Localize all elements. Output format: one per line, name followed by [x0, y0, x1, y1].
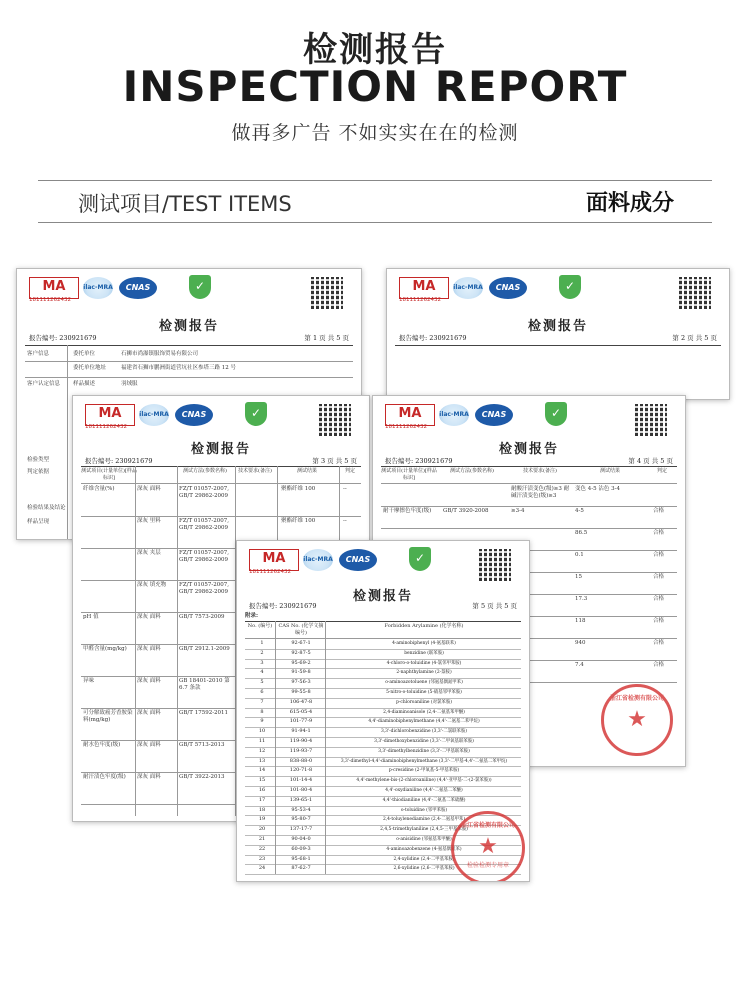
col-header: No. (编号): [247, 623, 273, 629]
cma-code: 181111262432: [85, 424, 127, 430]
verdict: 合格: [653, 530, 665, 536]
test-item: 耐干摩擦色牢度(级): [383, 508, 432, 514]
inspection-stamp: [601, 684, 673, 756]
report-title: 检测报告: [158, 319, 219, 334]
report-logo-row: [399, 277, 730, 303]
cma-code: 181111262432: [399, 297, 441, 303]
ilac-mra-logo: ilac-MRA: [303, 549, 333, 571]
cnas-logo: CNAS: [339, 549, 377, 571]
check-shield-icon: ✓: [189, 275, 211, 299]
row-number: 12: [258, 747, 266, 754]
row-number: 1: [260, 640, 264, 646]
row-number: 24: [258, 865, 266, 872]
chemical-name: benzidine (联苯胺): [404, 650, 444, 656]
requirement: ≥3-4: [511, 508, 525, 514]
test-result: 940: [575, 640, 586, 646]
chemical-name: 2,4,5-trimethylaniline (2,4,5-三甲基苯胺): [380, 827, 468, 833]
report-page-2: [386, 268, 730, 400]
verdict: 合格: [653, 640, 665, 646]
test-result: 4-5: [575, 508, 584, 514]
header-rule: [381, 466, 677, 467]
cnas-logo: CNAS: [119, 277, 157, 299]
section-fabric-label: 面料成分: [585, 191, 674, 216]
test-item: 耐汗渍色牢度(级): [83, 774, 126, 780]
row-value: 石狮市尚瀑镇服饰贸易有限公司: [121, 351, 199, 357]
section-divider-bottom: [38, 222, 712, 223]
row-line: [25, 377, 353, 378]
page-indicator: 第 4 页 共 5 页: [628, 457, 673, 465]
cas-number: 106-47-8: [289, 698, 313, 705]
appendix-label: 附录:: [245, 613, 259, 619]
cas-number: 91-94-1: [291, 728, 311, 735]
cas-number: 92-87-5: [291, 649, 311, 656]
row-key: 客户认定信息: [27, 381, 61, 387]
report-logo-row: [249, 549, 530, 575]
report-number: 报告编号: 230921679: [399, 334, 467, 342]
test-method: GB 18401-2010 第 6.7 条款: [179, 678, 230, 691]
cma-logo: MA: [249, 549, 299, 571]
qr-code: [479, 549, 511, 581]
page-indicator: 第 1 页 共 5 页: [304, 334, 349, 342]
page-indicator: 第 2 页 共 5 页: [672, 334, 717, 342]
report-number: 报告编号: 230921679: [29, 334, 97, 342]
side-label: 检验类型: [27, 457, 50, 463]
chemical-name: 4,4'-thiodianiline (4,4'-二氨基二苯硫醚): [382, 797, 466, 803]
row-line: [25, 361, 353, 362]
test-method: GB/T 7573-2009: [179, 614, 225, 620]
side-label: 样品呈现: [27, 519, 50, 525]
report-title: 检测报告: [498, 442, 559, 457]
report-number: 报告编号: 230921679: [249, 602, 317, 610]
chemical-name: 4,4'-methylene-bis-(2-chloroaniline) (4,4'-亚甲基-二-(2-氯苯胺)): [356, 778, 492, 784]
qr-code: [635, 404, 667, 436]
hero-title-cn: 检测报告: [303, 30, 447, 70]
sample-id: 深灰 面料: [137, 774, 161, 780]
test-result: 17.3: [575, 596, 588, 602]
cas-number: 101-80-4: [289, 787, 313, 793]
verdict: --: [343, 486, 347, 492]
test-item: 异味: [83, 678, 95, 684]
cas-number: 101-77-9: [289, 718, 313, 725]
sample-id: 深灰 面料: [137, 742, 161, 748]
col-line: [67, 345, 68, 539]
row-number: 8: [260, 708, 264, 715]
chemical-name: 4-aminobiphenyl (4-氨基联苯): [392, 641, 456, 646]
report-title: 检测报告: [527, 319, 588, 334]
chemical-name: o-aminoazotoluene (邻氨基偶氮甲苯): [385, 680, 463, 686]
row-number: 15: [258, 777, 266, 784]
verdict: 合格: [653, 508, 665, 514]
qr-code: [679, 277, 711, 309]
check-shield-icon: ✓: [559, 275, 581, 299]
row-key: 客户信息: [27, 351, 50, 357]
test-result: 0.1: [575, 552, 584, 558]
sample-id: 深灰 面料: [137, 486, 161, 492]
sample-id: 深灰 面料: [137, 646, 161, 652]
row-line: [81, 516, 361, 517]
hero-title-en: INSPECTION REPORT: [122, 62, 628, 111]
col-header: 测试结果: [599, 468, 620, 474]
chemical-name: 3,3'-dimethoxybenzidine (3,3'-二甲氧基联苯胺): [374, 739, 474, 744]
cas-number: 615-05-4: [289, 708, 313, 715]
sample-id: 深灰 填充物: [137, 582, 167, 588]
row-number: 3: [260, 659, 264, 666]
row-number: 18: [258, 806, 266, 813]
hero-subtitle: 做再多广告 不如实实在在的检测: [231, 122, 519, 144]
cas-number: 95-68-1: [291, 855, 311, 862]
chemical-name: 4,4'-oxydianiline (4,4'-二氨基二苯醚): [385, 788, 463, 793]
ilac-mra-logo: ilac-MRA: [453, 277, 483, 299]
cma-logo: MA: [399, 277, 449, 299]
check-shield-icon: ✓: [409, 547, 431, 571]
test-item: pH 值: [83, 614, 99, 620]
col-header: 测试结果: [296, 468, 317, 474]
test-method: FZ/T 01057-2007, GB/T 29862-2009: [179, 550, 230, 563]
row-number: 21: [258, 836, 266, 842]
cas-number: 95-80-7: [291, 816, 311, 823]
test-method: FZ/T 01057-2007, GB/T 29862-2009: [179, 518, 230, 531]
ilac-mra-logo: ilac-MRA: [83, 277, 113, 299]
col-header: 技术要求(备注): [523, 468, 557, 474]
star-icon: ★: [478, 834, 498, 859]
row-number: 17: [258, 796, 266, 803]
cnas-logo: CNAS: [175, 404, 213, 426]
col-header: 测试方法(参数名称): [183, 468, 227, 474]
test-method: FZ/T 01057-2007, GB/T 29862-2009: [179, 486, 230, 499]
chemical-name: p-cresidine (2-甲氧基-5-甲基苯胺): [388, 768, 460, 774]
chemical-name: 2,4-toluylenediamine (2,4-二氨基甲苯): [382, 817, 466, 823]
cas-number: 99-55-8: [291, 689, 311, 695]
star-icon: ★: [627, 707, 647, 732]
test-item: 耐水色牢度(级): [83, 742, 121, 748]
row-number: 7: [260, 698, 264, 705]
qr-code: [311, 277, 343, 309]
cas-number: 838-88-0: [289, 757, 313, 764]
stamp-text: 浙江省检测有限公司: [460, 822, 515, 829]
test-result: 15: [575, 574, 582, 580]
cma-code: 181111262432: [385, 424, 427, 430]
test-method: GB/T 2912.1-2009: [179, 646, 230, 652]
report-logo-row: [385, 404, 686, 430]
cma-logo: MA: [29, 277, 79, 299]
test-method: FZ/T 01057-2007, GB/T 29862-2009: [179, 582, 230, 595]
test-item: 可分解致癌芳香胺染料(mg/kg): [83, 710, 133, 723]
cas-number: 95-69-2: [291, 659, 311, 666]
row-number: 20: [258, 826, 266, 833]
header-rule: [25, 345, 353, 346]
qr-code: [319, 404, 351, 436]
cnas-logo: CNAS: [475, 404, 513, 426]
cma-logo: MA: [385, 404, 435, 426]
section-divider-top: [38, 180, 712, 181]
cas-number: 137-17-7: [289, 826, 313, 833]
row-number: 4: [260, 669, 264, 676]
col-line: [325, 621, 326, 874]
chemical-name: 4,4'-diaminobiphenylmethane (4,4'-二氨基二苯甲烷): [368, 719, 480, 725]
row-number: 13: [258, 757, 266, 764]
col-header: 技术要求(备注): [238, 468, 272, 474]
row-number: 11: [258, 738, 266, 744]
row-field: 委托单位: [73, 351, 96, 357]
report-title: 检测报告: [352, 589, 413, 604]
test-result: 聚酯纤维 100: [281, 518, 316, 524]
verdict: 合格: [653, 596, 665, 602]
requirement: 耐酸汗渍变色(级)≥3 耐碱汗渍变色(级)≥3: [511, 486, 570, 499]
cma-code: 181111262432: [29, 297, 71, 303]
cas-number: 139-65-1: [289, 796, 313, 803]
chemical-name: 2,6-xylidine (2,6-二甲基苯胺): [393, 866, 455, 872]
test-result: 变色 4-5 沾色 3-4: [575, 486, 620, 492]
row-number: 6: [260, 689, 264, 695]
stamp-text: 浙江省检测有限公司: [609, 695, 664, 702]
verdict: 合格: [653, 574, 665, 580]
report-logo-row: [29, 277, 362, 303]
header-rule: [395, 345, 721, 346]
row-number: 14: [258, 767, 266, 774]
cas-number: 119-93-7: [289, 747, 313, 754]
col-line: [177, 466, 178, 816]
report-number: 报告编号: 230921679: [85, 457, 153, 465]
chemical-name: o-toluidine (邻甲苯胺): [400, 807, 448, 813]
report-page-5: [236, 540, 530, 882]
row-line: [381, 506, 677, 507]
chemical-name: 5-nitro-o-toluidine (5-硝基邻甲苯胺): [386, 690, 462, 695]
chemical-name: 2,4-diaminoanisole (2,4-二氨基苯甲醚): [383, 709, 465, 715]
verdict: 合格: [653, 552, 665, 558]
stamp-subtext: 检验检测专用章: [466, 862, 509, 869]
test-result: 86.5: [575, 530, 588, 536]
test-item: 甲醛含量(mg/kg): [83, 646, 127, 652]
row-line: [81, 483, 361, 484]
cas-number: 60-09-3: [291, 845, 311, 852]
cas-number: 97-56-3: [291, 679, 311, 686]
cnas-logo: CNAS: [489, 277, 527, 299]
row-number: 10: [258, 728, 266, 735]
row-number: 22: [258, 845, 266, 852]
col-header: Forbidden Arylamine (化学名称): [384, 623, 464, 629]
verdict: --: [343, 518, 347, 524]
chemical-name: 3,3'-dichlorobenzidine (3,3'-二氯联苯胺): [380, 729, 467, 735]
cas-number: 119-90-4: [289, 738, 313, 744]
check-shield-icon: ✓: [545, 402, 567, 426]
row-value: 福建省石狮市鹏洲街道营坑社区参塔三路 12 号: [121, 365, 236, 371]
test-item: 纤维含量(%): [83, 486, 115, 492]
ilac-mra-logo: ilac-MRA: [139, 404, 169, 426]
side-label: 检验结果及结论: [27, 505, 66, 511]
chemical-name: 3,3'-dimethyl-4,4'-diaminobiphenylmethane (3,3'-二甲基-4,4'-二氨基二苯甲烷): [340, 758, 508, 764]
row-field: 样品描述: [73, 381, 96, 387]
test-method: GB/T 3922-2013: [179, 774, 225, 780]
col-line: [275, 621, 276, 874]
sample-id: 深灰 面料: [137, 678, 161, 684]
col-header: 测试方法(参数名称): [450, 468, 494, 474]
row-number: 2: [260, 649, 264, 656]
header-rule: [81, 466, 361, 467]
test-method: GB/T 5713-2013: [179, 742, 225, 748]
sample-id: 深灰 里料: [137, 518, 161, 524]
row-number: 9: [260, 718, 264, 725]
chemical-name: 2,4-xylidine (2,4-二甲基苯胺): [393, 856, 455, 862]
col-header: 测试项目(计量单位)[样品标识]: [381, 468, 437, 481]
chemical-name: 3,3'-dimethylbenzidine (3,3'-二甲基联苯胺): [378, 748, 470, 754]
chemical-name: o-anisidine (邻氨基苯甲醚): [396, 837, 452, 842]
row-field: 委托单位地址: [73, 365, 107, 371]
sample-id: 深灰 面料: [137, 710, 161, 716]
row-number: 16: [258, 787, 266, 793]
header-rule: [245, 621, 521, 622]
report-number: 报告编号: 230921679: [385, 457, 453, 465]
chemical-name: 4-chloro-o-toluidine (4-氯邻甲苯胺): [386, 660, 462, 666]
sample-id: 深灰 夹层: [137, 550, 161, 556]
test-result: 聚酯纤维 100: [281, 486, 316, 492]
test-result: 118: [575, 618, 586, 624]
cas-number: 101-14-4: [289, 777, 313, 784]
test-method: GB/T 17592-2011: [179, 710, 229, 716]
page-indicator: 第 3 页 共 5 页: [312, 457, 357, 465]
verdict: 合格: [653, 662, 665, 668]
col-header: 判定: [656, 468, 667, 474]
row-line: [381, 483, 677, 484]
section-test-items-label: 测试项目/TEST ITEMS: [78, 192, 292, 216]
cma-code: 181111262432: [249, 569, 291, 575]
row-value: 羽绒服: [121, 381, 138, 387]
sample-id: 深灰 面料: [137, 614, 161, 620]
row-line: [381, 528, 677, 529]
cas-number: 90-04-0: [291, 836, 311, 842]
verdict: 合格: [653, 618, 665, 624]
col-header: 判定: [344, 468, 355, 474]
cas-number: 120-71-8: [289, 767, 313, 774]
cas-number: 92-67-1: [291, 640, 311, 646]
chemical-name: 2-naphthylamine (2-萘胺): [396, 670, 452, 676]
inspection-stamp: [451, 811, 525, 882]
cas-number: 87-62-7: [291, 865, 311, 872]
check-shield-icon: ✓: [245, 402, 267, 426]
chemical-name: 4-aminoazobenzene (4-氨基偶氮苯): [386, 846, 462, 852]
row-number: 5: [260, 679, 264, 686]
cas-number: 95-53-4: [291, 806, 311, 813]
page-indicator: 第 5 页 共 5 页: [472, 602, 517, 610]
report-logo-row: [85, 404, 370, 430]
test-result: 7.4: [575, 662, 584, 668]
cma-logo: MA: [85, 404, 135, 426]
report-title: 检测报告: [190, 442, 251, 457]
col-header: 测试项目(计量单位)[样品标识]: [81, 468, 137, 481]
ilac-mra-logo: ilac-MRA: [439, 404, 469, 426]
side-label: 判定依据: [27, 469, 50, 475]
col-line: [135, 466, 136, 816]
row-number: 19: [258, 816, 266, 823]
chemical-name: p-chloroaniline (对氯苯胺): [396, 699, 452, 705]
row-number: 23: [258, 855, 266, 862]
col-header: CAS No. (化学文摘编号): [278, 623, 324, 636]
cas-number: 91-59-8: [291, 669, 311, 676]
test-method: GB/T 3920-2008: [443, 508, 489, 514]
